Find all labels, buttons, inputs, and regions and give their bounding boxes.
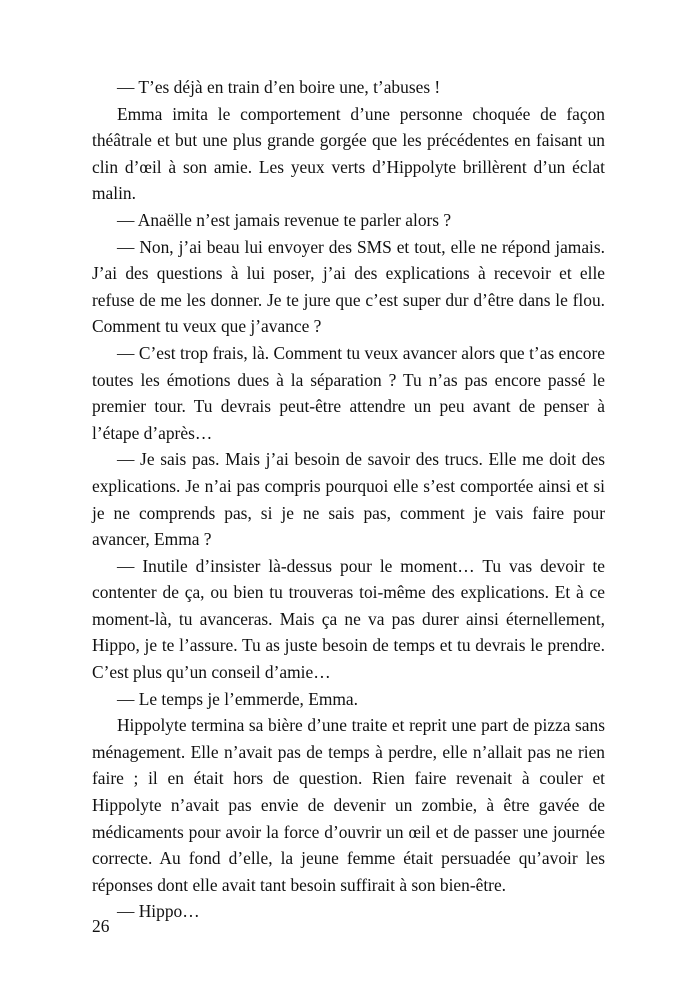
paragraph-9: Hippolyte termina sa bière d’une traite et reprit une part de pizza sans ménagement. Elle n’avait pas de temps à perdre, elle n’allait pas ne rien faire ; il en était hors de question. Rien faire revenait à couler et Hippolyte n’avait pas envie de devenir un zombie, à être gavée de médicaments pour avoir la force d’ouvrir un œil et de passer une journée correcte. Au fond d’elle, la jeune femme était persuadée qu’avoir les réponses dont elle avait tant besoin suffirait à son bien-être. [92, 715, 605, 895]
paragraph-7: — Inutile d’insister là-dessus pour le moment… Tu vas devoir te contenter de ça, ou bien tu trouveras toi-même des explications. Et à ce moment-là, tu avanceras. Mais ça ne va pas durer ainsi éternellement, Hippo, je te l’assure. Tu as juste besoin de temps et tu devrais le prendre. C’est plus qu’un conseil d’amie… [92, 555, 605, 683]
page-number: 26 [92, 916, 110, 936]
body-text [92, 74, 605, 925]
paragraph-8: — Le temps je l’emmerde, Emma. [117, 688, 358, 709]
paragraph-4: — Non, j’ai beau lui envoyer des SMS et tout, elle ne répond jamais. J’ai des questions à lui poser, j’ai des explications à recevoir et elle refuse de me les donner. Je te jure que c’est super dur d’être dans le flou. Comment tu veux que j’avance ? [92, 236, 605, 337]
paragraph-6: — Je sais pas. Mais j’ai besoin de savoir des trucs. Elle me doit des explications. Je n’ai pas compris pourquoi elle s’est comportée ainsi et si je ne comprends pas, si je ne sais pas, comment je vais faire pour avancer, Emma ? [92, 449, 605, 550]
paragraph-5: — C’est trop frais, là. Comment tu veux avancer alors que t’as encore toutes les émotions dues à la séparation ? Tu n’as pas encore passé le premier tour. Tu devrais peut-être attendre un peu avant de penser à l’étape d’après… [92, 342, 605, 443]
paragraph-10: — Hippo… [117, 901, 200, 922]
paragraph-2: Emma imita le comportement d’une personne choquée de façon théâtrale et but une plus grande gorgée que les précédentes en faisant un clin d’œil à son amie. Les yeux verts d’Hippolyte brillèrent d’un éclat malin. [92, 103, 605, 204]
paragraph-3: — Anaëlle n’est jamais revenue te parler alors ? [117, 209, 452, 230]
paragraph-1: — T’es déjà en train d’en boire une, t’abuses ! [117, 77, 441, 97]
